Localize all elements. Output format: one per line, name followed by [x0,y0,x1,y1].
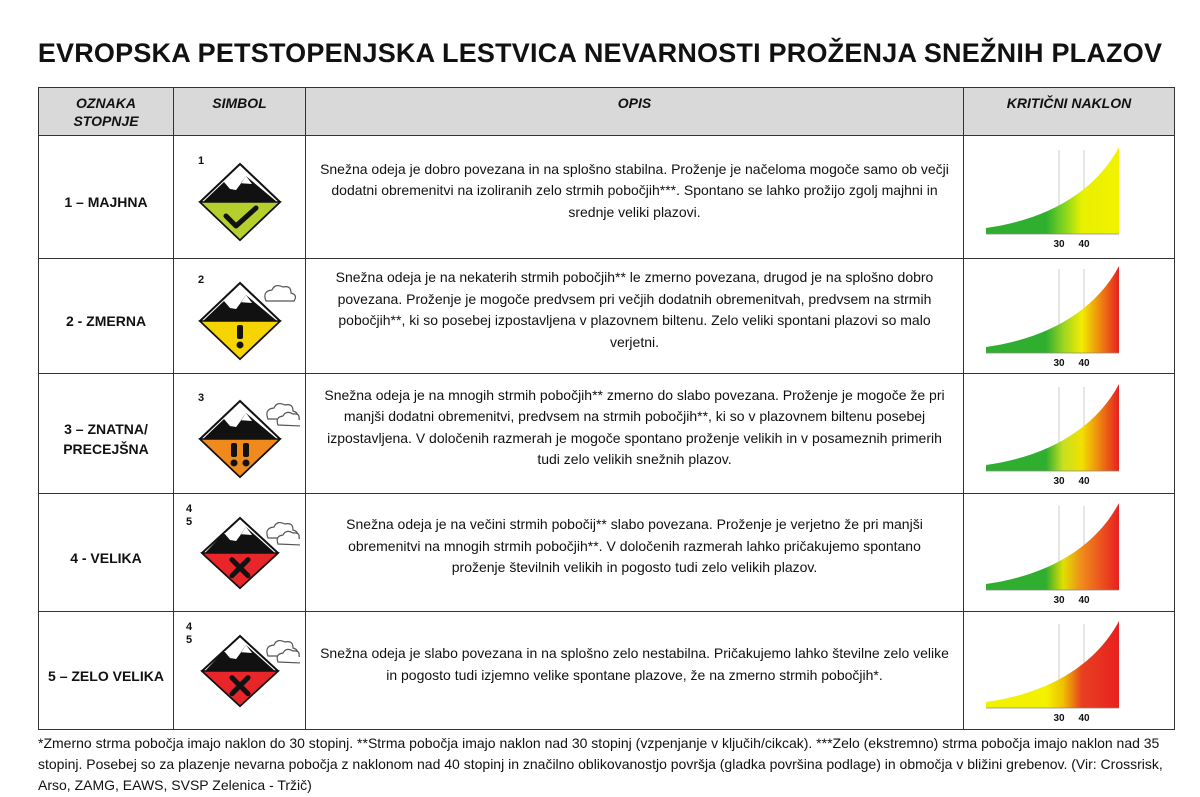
header-slope: KRITIČNI NAKLON [964,88,1175,136]
table-row [39,494,1175,612]
slope-cell [964,259,1175,374]
slope-tick-label: 30 [1053,475,1065,487]
level-number-secondary: 5 [185,515,192,528]
danger-level-label [39,136,174,259]
danger-scale-table [38,87,1175,730]
slope-tick-label: 40 [1078,239,1090,250]
footnote: *Zmerno strma pobočja imajo naklon do 30 stopinj. **Strma pobočja imajo naklon nad 30 stopinj (vzpenjanje v ključih/cikcak). ***Zelo (ekstremno) strma pobočja imajo naklon nad 35 stopinj. Posebej so za plazenje nevarna pobočja z naklonom nad 40 stopinj in značilno oblikovanostjo površja (gladka površina podlage) in območja v bližini grebenov. (Vir: Crossrisk, Arso, ZAMG, EAWS, SVSP Zelenica - Tržič) [38,735,1163,793]
cloud-icon [264,286,295,301]
danger-level-symbol [180,616,300,726]
critical-slope-chart [984,498,1154,608]
danger-description: Snežna odeja je na nekaterih strmih pobočjih** le zmerno povezana, drugod je na splošno dobro povezana. Proženje je mogoče predvsem pri večjih dodatnih obremenitvah, predvsem na strmih pobočjih**, ki so posebej izpostavljena v plazovnem biltenu. Zelo veliki spontani plazovi so malo verjetni. [306,259,964,374]
level-number-secondary: 5 [185,633,192,646]
cloud-icon [266,403,299,425]
danger-level-symbol [180,142,300,252]
slope-tick-label: 40 [1078,712,1090,724]
slope-tick-label: 30 [1053,594,1065,606]
level-number: 3 [197,391,204,404]
slope-tick-label: 40 [1078,475,1090,487]
symbol-cell [174,612,306,730]
danger-level-label [39,374,174,494]
level-label-line: 2 - ZMERNA [65,313,147,329]
danger-description: Snežna odeja je dobro povezana in na splošno stabilna. Proženje je načeloma mogoče samo ob večji dodatni obremenitvi na izoliranih zelo strmih pobočjih***. Spontano se lahko prožijo zgolj majhni in srednje veliki plazovi. [306,136,964,259]
header-level-line2: STOPNJE [73,113,139,129]
symbol-cell [174,136,306,259]
critical-slope-chart [984,616,1154,726]
level-number: 1 [197,155,204,167]
level-label-line: 5 – ZELO VELIKA [48,667,164,684]
critical-slope-chart [984,142,1154,252]
level-label-line: 4 - VELIKA [70,549,142,566]
level-label-line: 3 – ZNATNA/ [64,420,148,437]
critical-slope-chart [984,261,1154,371]
table-header-row [39,88,1175,136]
symbol-cell [174,494,306,612]
level-number: 4 [185,502,192,515]
cloud-icon [266,640,299,662]
slope-tick-label: 30 [1053,358,1065,369]
slope-cell [964,374,1175,494]
header-description: OPIS [306,88,964,136]
exclamation-icon [236,325,243,349]
slope-cell [964,136,1175,259]
symbol-cell [174,259,306,374]
danger-level-symbol [180,498,300,608]
table-row [39,374,1175,494]
danger-description: Snežna odeja je na mnogih strmih pobočjih** zmerno do slabo povezana. Proženje je mogoče že pri manjši dodatni obremenitvi, predvsem na strmih pobočjih**, ki so v plazovnem biltenu posebej izpostavljena. V določenih razmerah je mogoče spontano proženje velikih in v posameznih primerih tudi zelo velikih snežnih plazov. [306,374,964,494]
header-symbol: SIMBOL [174,88,306,136]
danger-level-symbol [180,379,300,489]
header-level-line1: OZNAKA [76,95,136,111]
table-row [39,259,1175,374]
symbol-cell [174,374,306,494]
table-row [39,136,1175,259]
page-title: EVROPSKA PETSTOPENJSKA LESTVICA NEVARNOSTI PROŽENJA SNEŽNIH PLAZOV [37,38,1163,68]
table-row [39,612,1175,730]
danger-level-label [39,494,174,612]
danger-level-symbol [180,261,300,371]
slope-tick-label: 30 [1053,239,1065,250]
slope-tick-label: 40 [1078,358,1090,369]
slope-tick-label: 30 [1053,712,1065,724]
danger-level-label [39,259,174,374]
cloud-icon [266,522,299,544]
critical-slope-chart [984,379,1154,489]
level-number: 4 [185,620,192,633]
level-label-line: PRECEJŠNA [63,440,149,457]
level-label-line: 1 – MAJHNA [64,194,148,210]
level-number: 2 [197,274,204,286]
header-level [39,88,174,136]
danger-description: Snežna odeja je na večini strmih pobočij** slabo povezana. Proženje je verjetno že pri manjši obremenitvi na mnogih strmih pobočjih**. V določenih razmerah lahko pričakujemo spontano proženje številnih velikih in pogosto tudi zelo velikih plazov. [306,494,964,612]
slope-cell [964,612,1175,730]
slope-cell [964,494,1175,612]
slope-tick-label: 40 [1078,594,1090,606]
danger-level-label [39,612,174,730]
danger-description: Snežna odeja je slabo povezana in na splošno zelo nestabilna. Pričakujemo lahko številne zelo velike in pogosto tudi izjemno velike spontane plazove, že na zmerno strmih pobočjih*. [306,612,964,730]
